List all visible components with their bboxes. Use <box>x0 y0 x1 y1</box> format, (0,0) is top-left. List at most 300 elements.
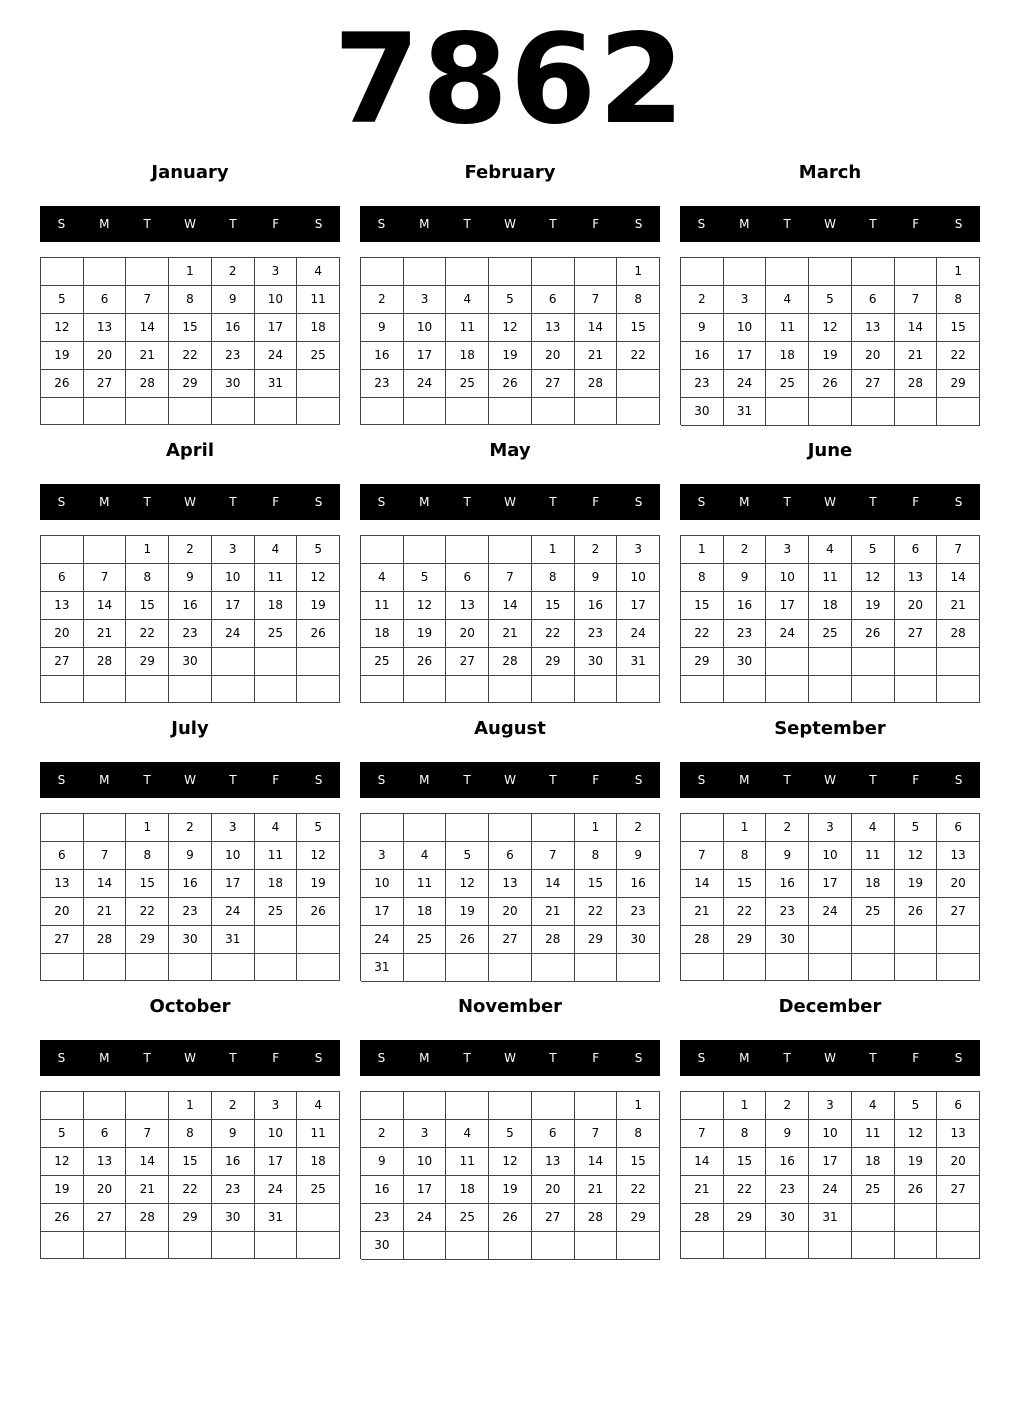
day-cell <box>895 676 938 703</box>
day-cell <box>446 1232 489 1260</box>
day-cell <box>446 814 489 842</box>
day-cell: 15 <box>169 314 212 342</box>
day-cell <box>575 954 618 982</box>
weekday-label: W <box>504 773 516 787</box>
day-cell: 28 <box>84 926 127 954</box>
weekday-label: W <box>184 495 196 509</box>
day-cell: 11 <box>446 314 489 342</box>
day-cell: 7 <box>126 1120 169 1148</box>
day-cell: 14 <box>126 314 169 342</box>
weekday-label: F <box>592 495 600 509</box>
day-cell: 24 <box>404 1204 447 1232</box>
day-cell: 26 <box>404 648 447 676</box>
day-cell: 27 <box>532 370 575 398</box>
day-cell: 17 <box>809 870 852 898</box>
weekday-label: F <box>592 217 600 231</box>
day-cell: 7 <box>575 286 618 314</box>
weekday-label: T <box>463 1051 471 1065</box>
day-cell: 16 <box>361 1176 404 1204</box>
day-cell: 2 <box>681 286 724 314</box>
day-cell: 28 <box>681 1204 724 1232</box>
day-cell <box>84 676 127 703</box>
day-cell: 8 <box>169 286 212 314</box>
day-cell: 8 <box>532 564 575 592</box>
day-cell: 29 <box>126 926 169 954</box>
day-cell: 13 <box>446 592 489 620</box>
day-cell: 31 <box>255 370 298 398</box>
day-cell: 19 <box>809 342 852 370</box>
day-cell <box>169 954 212 981</box>
day-cell: 23 <box>617 898 660 926</box>
day-cell: 28 <box>681 926 724 954</box>
day-cell: 21 <box>84 898 127 926</box>
month-name: August <box>474 718 546 739</box>
weekday-header <box>680 762 980 798</box>
weekday-label: F <box>272 217 280 231</box>
day-cell: 26 <box>446 926 489 954</box>
day-cell: 24 <box>255 342 298 370</box>
day-cell: 16 <box>766 1148 809 1176</box>
weekday-label: S <box>954 495 963 509</box>
weekday-header <box>360 762 660 798</box>
day-cell: 5 <box>446 842 489 870</box>
day-cell: 13 <box>852 314 895 342</box>
day-cell: 7 <box>681 842 724 870</box>
day-cell: 15 <box>937 314 980 342</box>
day-cell <box>895 954 938 981</box>
day-cell: 14 <box>575 314 618 342</box>
day-cell: 3 <box>404 286 447 314</box>
day-cell: 10 <box>212 842 255 870</box>
day-cell <box>489 398 532 425</box>
weekday-label: S <box>954 1051 963 1065</box>
day-cell: 4 <box>255 814 298 842</box>
weekday-label: W <box>504 1051 516 1065</box>
day-cell: 10 <box>617 564 660 592</box>
weekday-label: M <box>419 773 430 787</box>
day-cell <box>41 398 84 425</box>
day-cell <box>532 398 575 425</box>
day-cell: 20 <box>489 898 532 926</box>
weekday-label: F <box>592 773 600 787</box>
day-cell: 22 <box>937 342 980 370</box>
day-cell: 21 <box>84 620 127 648</box>
day-cell: 28 <box>937 620 980 648</box>
day-cell: 17 <box>212 592 255 620</box>
day-cell: 29 <box>724 1204 767 1232</box>
day-cell: 23 <box>766 898 809 926</box>
day-cell: 23 <box>361 370 404 398</box>
day-cell <box>852 954 895 981</box>
day-cell <box>297 398 340 425</box>
day-cell: 15 <box>617 314 660 342</box>
day-cell <box>255 926 298 954</box>
weekday-label: F <box>592 1051 600 1065</box>
day-cell: 25 <box>852 898 895 926</box>
day-cell <box>446 676 489 703</box>
day-cell: 30 <box>169 648 212 676</box>
day-cell: 19 <box>41 1176 84 1204</box>
day-cell <box>361 676 404 703</box>
day-cell <box>404 676 447 703</box>
day-cell <box>809 258 852 286</box>
weekday-label: S <box>634 1051 643 1065</box>
day-cell: 13 <box>532 314 575 342</box>
day-cell: 9 <box>766 842 809 870</box>
weekday-label: T <box>229 217 237 231</box>
day-cell <box>681 954 724 981</box>
day-cell: 6 <box>937 814 980 842</box>
day-cell: 18 <box>809 592 852 620</box>
day-cell <box>255 954 298 981</box>
day-cell: 22 <box>169 1176 212 1204</box>
day-cell: 24 <box>212 620 255 648</box>
day-cell <box>617 954 660 982</box>
day-cell: 20 <box>41 620 84 648</box>
month-name: February <box>464 162 556 183</box>
day-cell <box>489 1092 532 1120</box>
day-cell: 2 <box>361 1120 404 1148</box>
weekday-label: S <box>697 773 706 787</box>
day-cell: 18 <box>361 620 404 648</box>
day-cell: 20 <box>84 342 127 370</box>
day-cell: 1 <box>126 536 169 564</box>
day-cell: 10 <box>809 1120 852 1148</box>
day-cell: 17 <box>809 1148 852 1176</box>
day-cell: 14 <box>575 1148 618 1176</box>
day-cell <box>809 1232 852 1259</box>
day-grid <box>680 1091 980 1259</box>
day-cell: 8 <box>126 564 169 592</box>
day-cell: 7 <box>126 286 169 314</box>
day-cell: 30 <box>212 370 255 398</box>
day-cell <box>41 954 84 981</box>
day-cell: 23 <box>766 1176 809 1204</box>
day-cell: 7 <box>84 842 127 870</box>
day-cell: 26 <box>297 620 340 648</box>
day-cell: 4 <box>361 564 404 592</box>
day-cell <box>169 1232 212 1259</box>
day-cell: 24 <box>404 370 447 398</box>
day-cell: 15 <box>724 1148 767 1176</box>
day-cell: 31 <box>361 954 404 982</box>
weekday-label: M <box>419 1051 430 1065</box>
day-cell: 6 <box>84 1120 127 1148</box>
day-cell: 14 <box>126 1148 169 1176</box>
day-cell: 15 <box>681 592 724 620</box>
day-cell <box>681 676 724 703</box>
day-cell <box>895 398 938 426</box>
day-cell: 14 <box>937 564 980 592</box>
day-cell: 14 <box>489 592 532 620</box>
day-cell: 15 <box>532 592 575 620</box>
day-cell: 7 <box>84 564 127 592</box>
day-cell: 2 <box>361 286 404 314</box>
day-cell: 12 <box>895 842 938 870</box>
day-cell: 11 <box>852 842 895 870</box>
day-cell: 18 <box>852 870 895 898</box>
day-cell: 4 <box>446 286 489 314</box>
day-cell: 17 <box>361 898 404 926</box>
day-cell: 6 <box>852 286 895 314</box>
day-cell: 14 <box>532 870 575 898</box>
day-cell <box>575 1092 618 1120</box>
weekday-label: M <box>419 217 430 231</box>
day-cell <box>404 1092 447 1120</box>
day-cell: 4 <box>446 1120 489 1148</box>
day-cell: 5 <box>852 536 895 564</box>
weekday-label: M <box>99 773 110 787</box>
day-cell: 16 <box>169 592 212 620</box>
day-cell <box>84 1092 127 1120</box>
day-cell: 29 <box>532 648 575 676</box>
day-cell: 8 <box>575 842 618 870</box>
day-cell: 6 <box>41 842 84 870</box>
day-cell <box>297 954 340 981</box>
weekday-label: M <box>739 217 750 231</box>
day-cell <box>41 676 84 703</box>
day-cell <box>724 1232 767 1259</box>
day-cell <box>617 676 660 703</box>
weekday-label: S <box>697 217 706 231</box>
day-cell <box>809 926 852 954</box>
day-cell: 28 <box>575 1204 618 1232</box>
day-cell <box>489 258 532 286</box>
day-grid <box>680 535 980 703</box>
day-cell: 12 <box>895 1120 938 1148</box>
day-cell: 20 <box>937 1148 980 1176</box>
day-cell: 21 <box>489 620 532 648</box>
day-cell: 21 <box>681 1176 724 1204</box>
day-cell: 25 <box>809 620 852 648</box>
weekday-label: S <box>377 1051 386 1065</box>
day-cell: 29 <box>724 926 767 954</box>
day-cell: 18 <box>446 1176 489 1204</box>
weekday-label: F <box>912 1051 920 1065</box>
day-cell: 17 <box>255 1148 298 1176</box>
day-cell <box>809 954 852 981</box>
day-cell: 22 <box>724 1176 767 1204</box>
day-cell: 11 <box>255 842 298 870</box>
day-cell: 4 <box>852 1092 895 1120</box>
day-cell: 26 <box>297 898 340 926</box>
year-title: 7862 <box>333 8 687 152</box>
day-cell: 27 <box>41 926 84 954</box>
day-cell: 25 <box>297 342 340 370</box>
weekday-label: M <box>739 1051 750 1065</box>
day-cell: 18 <box>852 1148 895 1176</box>
day-cell: 12 <box>809 314 852 342</box>
day-cell: 30 <box>766 926 809 954</box>
weekday-label: M <box>419 495 430 509</box>
day-cell <box>84 954 127 981</box>
day-cell: 12 <box>297 564 340 592</box>
day-cell: 4 <box>297 1092 340 1120</box>
day-cell <box>489 1232 532 1260</box>
weekday-label: T <box>229 773 237 787</box>
day-cell: 23 <box>724 620 767 648</box>
day-cell: 7 <box>575 1120 618 1148</box>
day-cell: 1 <box>617 258 660 286</box>
day-cell: 27 <box>84 370 127 398</box>
day-cell: 13 <box>937 1120 980 1148</box>
day-cell: 3 <box>212 814 255 842</box>
weekday-label: T <box>229 1051 237 1065</box>
day-cell: 17 <box>255 314 298 342</box>
weekday-header <box>680 206 980 242</box>
day-cell: 1 <box>681 536 724 564</box>
day-cell: 21 <box>126 1176 169 1204</box>
day-cell <box>84 814 127 842</box>
day-cell: 7 <box>937 536 980 564</box>
day-cell <box>446 258 489 286</box>
day-cell <box>255 1232 298 1259</box>
day-cell: 24 <box>766 620 809 648</box>
day-cell: 16 <box>212 1148 255 1176</box>
day-cell: 7 <box>489 564 532 592</box>
day-cell: 21 <box>937 592 980 620</box>
day-cell: 24 <box>255 1176 298 1204</box>
day-grid <box>680 257 980 425</box>
day-cell: 13 <box>41 870 84 898</box>
day-cell: 1 <box>575 814 618 842</box>
day-cell: 10 <box>361 870 404 898</box>
day-cell: 25 <box>446 370 489 398</box>
day-cell <box>404 1232 447 1260</box>
weekday-header <box>680 484 980 520</box>
day-cell: 2 <box>724 536 767 564</box>
day-cell: 2 <box>617 814 660 842</box>
day-cell: 9 <box>212 286 255 314</box>
day-cell: 3 <box>809 1092 852 1120</box>
weekday-header <box>680 1040 980 1076</box>
day-cell: 27 <box>532 1204 575 1232</box>
day-grid <box>40 1091 340 1259</box>
day-cell: 31 <box>724 398 767 426</box>
day-cell: 25 <box>361 648 404 676</box>
weekday-label: T <box>783 773 791 787</box>
day-cell: 10 <box>212 564 255 592</box>
day-cell <box>84 398 127 425</box>
day-cell: 22 <box>169 342 212 370</box>
weekday-label: W <box>824 217 836 231</box>
day-cell: 10 <box>255 1120 298 1148</box>
day-cell: 23 <box>212 1176 255 1204</box>
month-name: May <box>489 440 531 461</box>
day-cell <box>681 258 724 286</box>
weekday-label: S <box>57 773 66 787</box>
day-cell: 13 <box>84 1148 127 1176</box>
weekday-label: T <box>143 1051 151 1065</box>
weekday-label: S <box>697 495 706 509</box>
day-cell: 8 <box>617 1120 660 1148</box>
weekday-label: S <box>314 495 323 509</box>
weekday-label: W <box>824 495 836 509</box>
day-cell <box>895 1232 938 1259</box>
day-cell: 5 <box>895 1092 938 1120</box>
day-cell <box>895 1204 938 1232</box>
day-cell <box>937 1232 980 1259</box>
day-cell <box>297 1232 340 1259</box>
day-cell: 31 <box>212 926 255 954</box>
day-cell <box>724 676 767 703</box>
weekday-header <box>360 484 660 520</box>
day-cell: 28 <box>489 648 532 676</box>
day-cell: 20 <box>41 898 84 926</box>
day-cell: 9 <box>361 314 404 342</box>
weekday-label: F <box>272 1051 280 1065</box>
day-cell: 19 <box>446 898 489 926</box>
month-name: March <box>798 162 862 183</box>
day-cell: 13 <box>84 314 127 342</box>
weekday-label: T <box>143 217 151 231</box>
day-cell: 18 <box>297 1148 340 1176</box>
day-cell <box>575 258 618 286</box>
day-cell: 27 <box>937 898 980 926</box>
day-cell <box>41 814 84 842</box>
day-cell <box>532 258 575 286</box>
day-cell: 22 <box>617 342 660 370</box>
day-cell: 6 <box>895 536 938 564</box>
weekday-label: S <box>314 773 323 787</box>
day-cell: 27 <box>41 648 84 676</box>
day-cell: 2 <box>169 814 212 842</box>
day-cell <box>532 814 575 842</box>
weekday-label: F <box>272 495 280 509</box>
day-cell: 11 <box>446 1148 489 1176</box>
day-cell: 16 <box>724 592 767 620</box>
day-cell <box>126 676 169 703</box>
day-cell: 3 <box>766 536 809 564</box>
day-cell <box>575 1232 618 1260</box>
day-cell: 5 <box>297 536 340 564</box>
weekday-label: S <box>377 495 386 509</box>
day-cell <box>809 648 852 676</box>
day-cell <box>212 954 255 981</box>
day-cell: 6 <box>446 564 489 592</box>
day-cell: 23 <box>361 1204 404 1232</box>
weekday-label: M <box>739 773 750 787</box>
day-cell: 19 <box>895 870 938 898</box>
weekday-label: M <box>99 495 110 509</box>
day-cell: 9 <box>766 1120 809 1148</box>
day-cell: 19 <box>489 1176 532 1204</box>
day-cell: 10 <box>809 842 852 870</box>
day-cell <box>681 814 724 842</box>
day-cell <box>937 954 980 981</box>
weekday-label: S <box>634 495 643 509</box>
day-cell <box>766 648 809 676</box>
day-cell: 18 <box>255 592 298 620</box>
day-cell: 8 <box>126 842 169 870</box>
day-cell: 6 <box>41 564 84 592</box>
weekday-label: F <box>272 773 280 787</box>
weekday-label: F <box>912 217 920 231</box>
weekday-label: T <box>549 1051 557 1065</box>
day-cell: 19 <box>41 342 84 370</box>
weekday-label: T <box>869 773 877 787</box>
day-cell: 8 <box>937 286 980 314</box>
day-cell <box>532 1232 575 1260</box>
day-cell: 28 <box>532 926 575 954</box>
day-cell: 14 <box>895 314 938 342</box>
day-cell: 9 <box>212 1120 255 1148</box>
day-cell <box>255 676 298 703</box>
weekday-label: T <box>463 773 471 787</box>
day-cell: 12 <box>489 1148 532 1176</box>
day-cell: 6 <box>489 842 532 870</box>
day-cell: 1 <box>169 258 212 286</box>
